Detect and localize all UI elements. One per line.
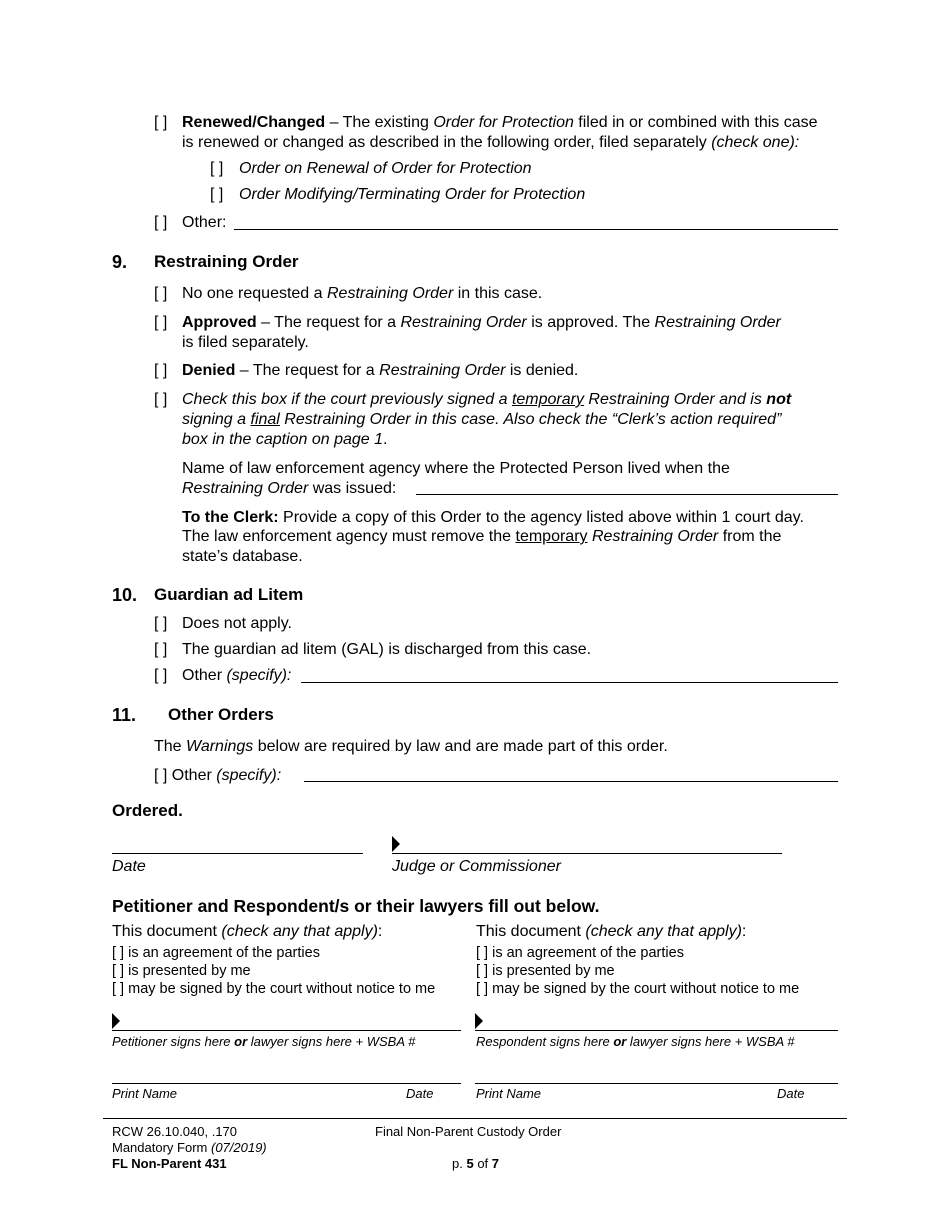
footer-mandatory: [112, 1140, 267, 1156]
clerk-label: To the Clerk:: [182, 509, 279, 526]
pet-doc-line: [112, 922, 382, 942]
renewed-line-1: [182, 113, 818, 133]
ro-temporary-checkbox[interactable]: [ ]: [154, 391, 168, 408]
modify-option-label: Order Modifying/Terminating Order for Protection: [239, 186, 586, 203]
pet-doc-pre: This document: [112, 923, 222, 940]
agency-line-1: Name of law enforcement agency where the Protected Person lived when the: [182, 460, 730, 477]
ro-temp-l2a: signing a: [182, 411, 251, 428]
warn-pre: The: [154, 738, 187, 755]
orders-other: [154, 766, 281, 786]
pet-sign-or: or: [234, 1034, 248, 1049]
ro-none-text: [182, 284, 542, 304]
resp-sign-lawyer: lawyer signs here + WSBA #: [626, 1034, 795, 1049]
pet-opt-no-notice[interactable]: [ ] may be signed by the court without notice to me: [112, 981, 436, 997]
clerk-l2a: The law enforcement agency must remove the: [182, 528, 516, 545]
pet-opt-agreement[interactable]: [ ] is an agreement of the parties: [112, 945, 320, 961]
ro-none-pre: No one requested a: [182, 285, 327, 302]
footer-rcw: RCW 26.10.040, .170: [112, 1124, 238, 1139]
footer-rule: [103, 1118, 847, 1119]
ro-temporary-line-3: [182, 430, 388, 450]
orders-other-field[interactable]: [304, 781, 838, 782]
resp-sign-or: or: [613, 1034, 627, 1049]
ro-temp-l1c: Restraining Order and is: [583, 391, 767, 408]
gal-discharged-checkbox[interactable]: [ ]: [154, 641, 168, 658]
ro-temp-l3: box in the caption on page 1: [182, 431, 384, 448]
ro-temp-l1d: not: [766, 391, 792, 408]
ro-denied-post: is denied.: [505, 362, 579, 379]
footer-title: Final Non-Parent Custody Order: [375, 1124, 562, 1139]
pet-sign-arrow-icon: [112, 1013, 120, 1029]
agency-ro: Restraining Order: [182, 480, 309, 497]
orders-other-spec: (specify):: [216, 767, 282, 784]
gal-na-checkbox[interactable]: [ ]: [154, 615, 168, 632]
renewed-dash: – The existing: [325, 114, 434, 131]
resp-doc-post: :: [741, 923, 747, 940]
section-10-title: Guardian ad Litem: [154, 585, 304, 604]
section-10-number: 10.: [112, 585, 138, 605]
pet-opt-presented[interactable]: [ ] is presented by me: [112, 963, 251, 979]
pet-sign-line[interactable]: [112, 1030, 461, 1031]
ro-denied-label: Denied: [182, 362, 236, 379]
renewed-checkbox[interactable]: [ ]: [154, 114, 168, 131]
pet-print-name: Print Name: [112, 1086, 178, 1101]
pet-print-date: Date: [406, 1086, 434, 1101]
warn-it: Warnings: [186, 738, 254, 755]
resp-doc-pre: This document: [476, 923, 586, 940]
section-9-title: Restraining Order: [154, 252, 299, 271]
gal-other-field[interactable]: [301, 682, 838, 683]
renewed-line-2: [182, 133, 799, 153]
footer-page-total: 7: [491, 1156, 500, 1171]
ro-approved-label: Approved: [182, 314, 257, 331]
ro-temp-l2c: Restraining Order in this case. Also check the “Clerk’s action required”: [279, 411, 782, 428]
ro-none-ro: Restraining Order: [327, 285, 454, 302]
judge-sign-line[interactable]: [392, 853, 782, 854]
renewed-line2-text: is renewed or changed as described in the following order, filed separately: [182, 134, 712, 151]
resp-opt-no-notice[interactable]: [ ] may be signed by the court without notice to me: [476, 981, 800, 997]
judge-label: Judge or Commissioner: [392, 858, 561, 875]
ro-approved-line-1: [182, 313, 781, 333]
pet-sign-caption: [112, 1034, 415, 1050]
ro-approved-pre: – The request for a: [256, 314, 401, 331]
footer-page-of: of: [473, 1156, 492, 1171]
agency-line-2: [182, 479, 396, 499]
renewed-check-one: (check one):: [711, 134, 800, 151]
ro-temp-l1b: temporary: [511, 391, 584, 408]
ro-denied-pre: – The request for a: [235, 362, 380, 379]
section-11-title: Other Orders: [168, 705, 274, 724]
ro-temporary-line-1: [182, 390, 791, 410]
gal-na-text: Does not apply.: [182, 615, 292, 632]
ro-approved-mid: is approved. The: [526, 314, 655, 331]
resp-opt-agreement[interactable]: [ ] is an agreement of the parties: [476, 945, 684, 961]
renewed-text1: filed in or combined with this case: [573, 114, 818, 131]
footer-page-num: 5: [466, 1156, 474, 1171]
parties-heading: Petitioner and Respondent/s or their lawyers fill out below.: [112, 896, 600, 916]
agency-name-field[interactable]: [416, 494, 838, 495]
ro-approved-ro2: Restraining Order: [654, 314, 781, 331]
warn-post: below are required by law and are made part of this order.: [253, 738, 668, 755]
resp-print-date: Date: [777, 1086, 805, 1101]
renewal-option-label: Order on Renewal of Order for Protection: [239, 160, 532, 177]
section-11-number: 11.: [112, 705, 137, 725]
renewed-ofp: Order for Protection: [433, 114, 574, 131]
section-9-number: 9.: [112, 252, 128, 272]
ro-temporary-line-2: [182, 410, 781, 430]
ro-denied-ro: Restraining Order: [379, 362, 506, 379]
agency-issued: was issued:: [308, 480, 397, 497]
ro-none-checkbox[interactable]: [ ]: [154, 285, 168, 302]
ro-approved-ro: Restraining Order: [400, 314, 527, 331]
resp-doc-it: (check any that apply): [585, 923, 742, 940]
footer-mandatory-date: (07/2019): [210, 1140, 267, 1155]
renewed-label: Renewed/Changed: [182, 114, 326, 131]
orders-other-checkbox[interactable]: [ ] Other: [154, 767, 217, 784]
clerk-l2c: Restraining Order: [591, 528, 719, 545]
pet-sign-pre: Petitioner signs here: [112, 1034, 235, 1049]
clerk-l1: Provide a copy of this Order to the agency listed above within 1 court day.: [278, 509, 804, 526]
ro-denied-text: [182, 361, 578, 381]
ro-denied-checkbox[interactable]: [ ]: [154, 362, 168, 379]
resp-sign-arrow-icon: [475, 1013, 483, 1029]
resp-print-name: Print Name: [476, 1086, 542, 1101]
resp-sign-caption: [476, 1034, 795, 1050]
footer-mandatory-text: Mandatory Form: [112, 1140, 211, 1155]
resp-opt-presented[interactable]: [ ] is presented by me: [476, 963, 615, 979]
pet-sign-lawyer: lawyer signs here + WSBA #: [247, 1034, 416, 1049]
resp-sign-pre: Respondent signs here: [476, 1034, 614, 1049]
resp-doc-line: [476, 922, 746, 942]
other-8-checkbox[interactable]: [ ]: [154, 214, 168, 231]
gal-other-label: Other: [182, 667, 227, 684]
clerk-l2b: temporary: [515, 528, 588, 545]
gal-other-checkbox[interactable]: [ ]: [154, 667, 168, 684]
warnings-text: [154, 737, 668, 757]
clerk-line-1: [182, 508, 804, 528]
date-sign-line[interactable]: [112, 853, 363, 854]
clerk-line-3: state’s database.: [182, 548, 303, 565]
ro-temp-l3end: .: [383, 431, 388, 448]
ro-approved-checkbox[interactable]: [ ]: [154, 314, 168, 331]
footer-page: [452, 1156, 499, 1172]
modify-option-checkbox[interactable]: [ ]: [210, 186, 224, 203]
ordered-heading: Ordered.: [112, 801, 183, 820]
ro-temp-l1a: Check this box if the court previously signed a: [182, 391, 512, 408]
gal-other-spec: (specify):: [226, 667, 292, 684]
ro-none-post: in this case.: [453, 285, 543, 302]
footer-page-pre: p.: [452, 1156, 467, 1171]
judge-sign-arrow-icon: [392, 836, 400, 852]
gal-other-text: [182, 666, 291, 686]
other-8-field[interactable]: [234, 229, 838, 230]
resp-sign-line[interactable]: [475, 1030, 838, 1031]
ro-temp-l2b: final: [250, 411, 280, 428]
pet-doc-it: (check any that apply): [221, 923, 378, 940]
pet-doc-post: :: [377, 923, 383, 940]
renewal-option-checkbox[interactable]: [ ]: [210, 160, 224, 177]
pet-print-line[interactable]: [112, 1083, 461, 1084]
clerk-l2d: from the: [718, 528, 782, 545]
date-label: Date: [112, 858, 146, 875]
gal-discharged-text: The guardian ad litem (GAL) is discharged from this case.: [182, 641, 592, 658]
clerk-line-2: [182, 527, 781, 547]
other-8-label: Other:: [182, 214, 227, 231]
footer-form-id: FL Non-Parent 431: [112, 1156, 227, 1171]
ro-approved-line-2: is filed separately.: [182, 334, 309, 351]
resp-print-line[interactable]: [475, 1083, 838, 1084]
